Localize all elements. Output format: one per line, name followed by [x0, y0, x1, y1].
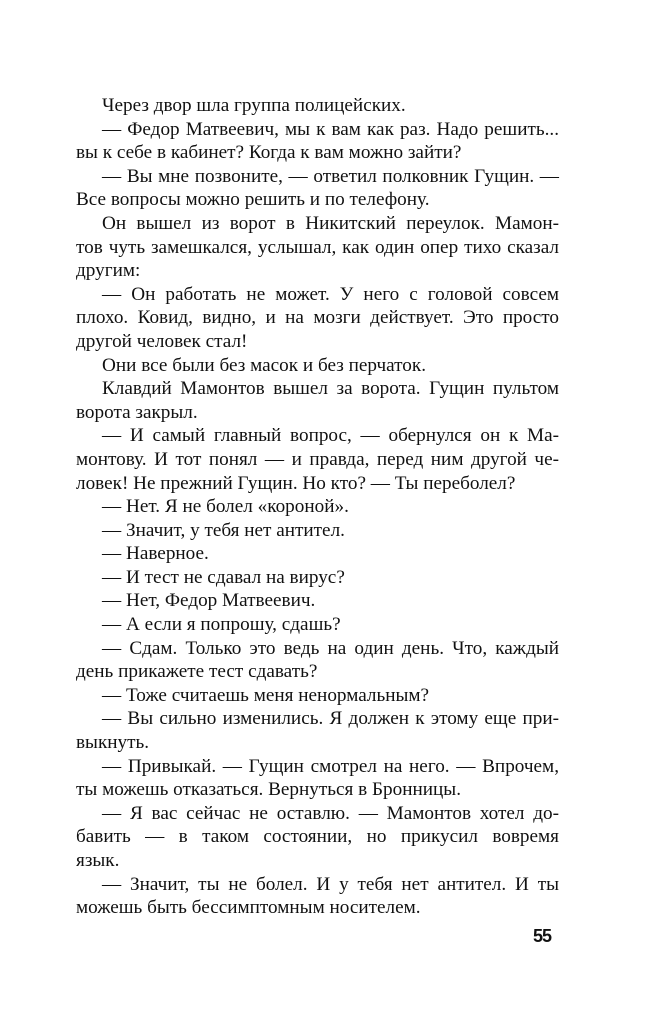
- text-line: день прикажете тест сдавать?: [76, 661, 318, 683]
- text-line: ловек! Не прежний Гущин. Но кто? — Ты переболел?: [76, 472, 516, 494]
- text-line: вы к себе в кабинет? Когда к вам можно зайти?: [76, 142, 462, 164]
- text-line: ворота закрыл.: [76, 401, 198, 423]
- text-line: — Значит, ты не болел. И у тебя нет антител. И ты: [102, 873, 559, 895]
- text-line: выкнуть.: [76, 732, 150, 754]
- text-line: — Вы мне позвоните, — ответил полковник Гущин. —: [102, 165, 559, 187]
- page-number: 55: [533, 926, 552, 946]
- text-line: плохо. Ковид, видно, и на мозги действует. Это просто: [76, 307, 559, 329]
- text-line: — Федор Матвеевич, мы к вам как раз. Надо решить...: [102, 118, 559, 140]
- text-line: — Тоже считаешь меня ненормальным?: [102, 684, 430, 706]
- text-line: — И тест не сдавал на вирус?: [102, 566, 345, 588]
- text-line: Все вопросы можно решить и по телефону.: [76, 189, 430, 211]
- text-line: ты можешь отказаться. Вернуться в Бронницы.: [76, 779, 461, 801]
- text-line: другой человек стал!: [76, 330, 248, 352]
- text-line: язык.: [76, 850, 120, 871]
- book-page-text: [76, 94, 559, 920]
- text-line: — Нет, Федор Матвеевич.: [102, 590, 316, 612]
- text-line: тов чуть замешкался, услышал, как один опер тихо сказал: [76, 236, 559, 258]
- text-line: — Вы сильно изменились. Я должен к этому еще при-: [102, 708, 559, 730]
- text-line: Через двор шла группа полицейских.: [102, 95, 406, 116]
- text-line: Он вышел из ворот в Никитский переулок. Мамон-: [102, 212, 559, 234]
- text-line: — И самый главный вопрос, — обернулся он к Ма-: [102, 425, 559, 447]
- text-line: — Значит, у тебя нет антител.: [102, 519, 345, 541]
- text-line: — Привыкай. — Гущин смотрел на него. — Впрочем,: [102, 755, 559, 777]
- text-line: монтову. И тот понял — и правда, перед ним другой че-: [76, 448, 559, 470]
- text-line: другим:: [76, 260, 141, 282]
- text-line: — Сдам. Только это ведь на один день. Что, каждый: [102, 637, 559, 659]
- text-line: — Он работать не может. У него с головой совсем: [102, 283, 559, 305]
- text-line: — Нет. Я не болел «короной».: [102, 496, 349, 518]
- text-line: Они все были без масок и без перчаток.: [102, 354, 427, 376]
- text-line: можешь быть бессимптомным носителем.: [76, 897, 421, 919]
- text-line: — Я вас сейчас не оставлю. — Мамонтов хотел до-: [102, 802, 559, 824]
- text-line: — Наверное.: [102, 543, 209, 565]
- text-line: — А если я попрошу, сдашь?: [102, 614, 341, 636]
- text-line: Клавдий Мамонтов вышел за ворота. Гущин пультом: [102, 378, 559, 400]
- text-line: бавить — в таком состоянии, но прикусил вовремя: [76, 826, 559, 848]
